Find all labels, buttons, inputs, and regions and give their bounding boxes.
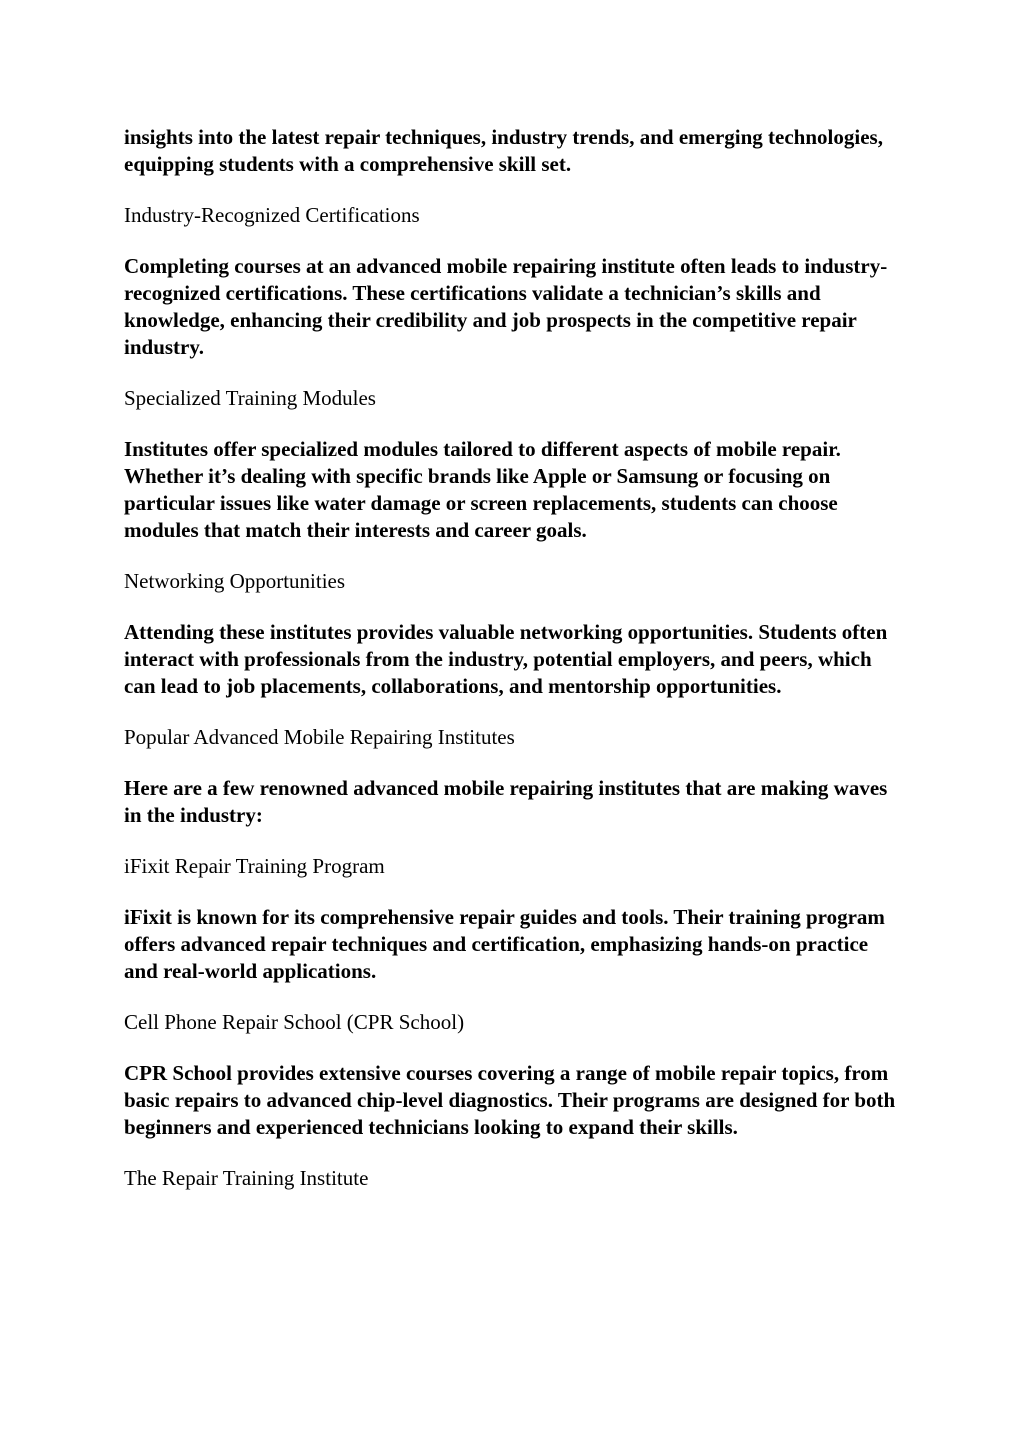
- paragraph-certifications: Completing courses at an advanced mobile repairing institute often leads to industry-recognized certifications. These certifications validate a technician’s skills and knowledge, enhancing their credibility and job prospects in the competitive repair industry.: [124, 254, 888, 359]
- paragraph-training-modules: Institutes offer specialized modules tailored to different aspects of mobile repair. Whether it’s dealing with specific brands like Apple or Samsung or focusing on particular issues like water damage or screen replacements, students can choose modules that match their interests and career goals.: [124, 437, 841, 542]
- heading-specialized-training-modules: Specialized Training Modules: [124, 386, 376, 410]
- paragraph-ifixit: iFixit is known for its comprehensive repair guides and tools. Their training program offers advanced repair techniques and certification, emphasizing hands-on practice and real-world applications.: [124, 905, 885, 983]
- heading-industry-recognized-certifications: Industry-Recognized Certifications: [124, 203, 420, 227]
- heading-cpr-school: Cell Phone Repair School (CPR School): [124, 1010, 465, 1034]
- paragraph-cpr-school: CPR School provides extensive courses covering a range of mobile repair topics, from basic repairs to advanced chip-level diagnostics. Their programs are designed for both beginners and experienced technicians looking to expand their skills.: [124, 1061, 896, 1139]
- paragraph-popular-institutes: Here are a few renowned advanced mobile repairing institutes that are making waves in the industry:: [124, 776, 888, 827]
- paragraph-networking: Attending these institutes provides valuable networking opportunities. Students often interact with professionals from the industry, potential employers, and peers, which can lead to job placements, collaborations, and mentorship opportunities.: [124, 620, 888, 698]
- paragraph-intro-continuation: insights into the latest repair techniques, industry trends, and emerging technologies, equipping students with a comprehensive skill set.: [124, 125, 883, 176]
- heading-repair-training-institute: The Repair Training Institute: [124, 1166, 369, 1190]
- document-body: [124, 124, 899, 1216]
- heading-popular-institutes: Popular Advanced Mobile Repairing Institutes: [124, 725, 515, 749]
- heading-ifixit: iFixit Repair Training Program: [124, 854, 385, 878]
- heading-networking-opportunities: Networking Opportunities: [124, 569, 346, 593]
